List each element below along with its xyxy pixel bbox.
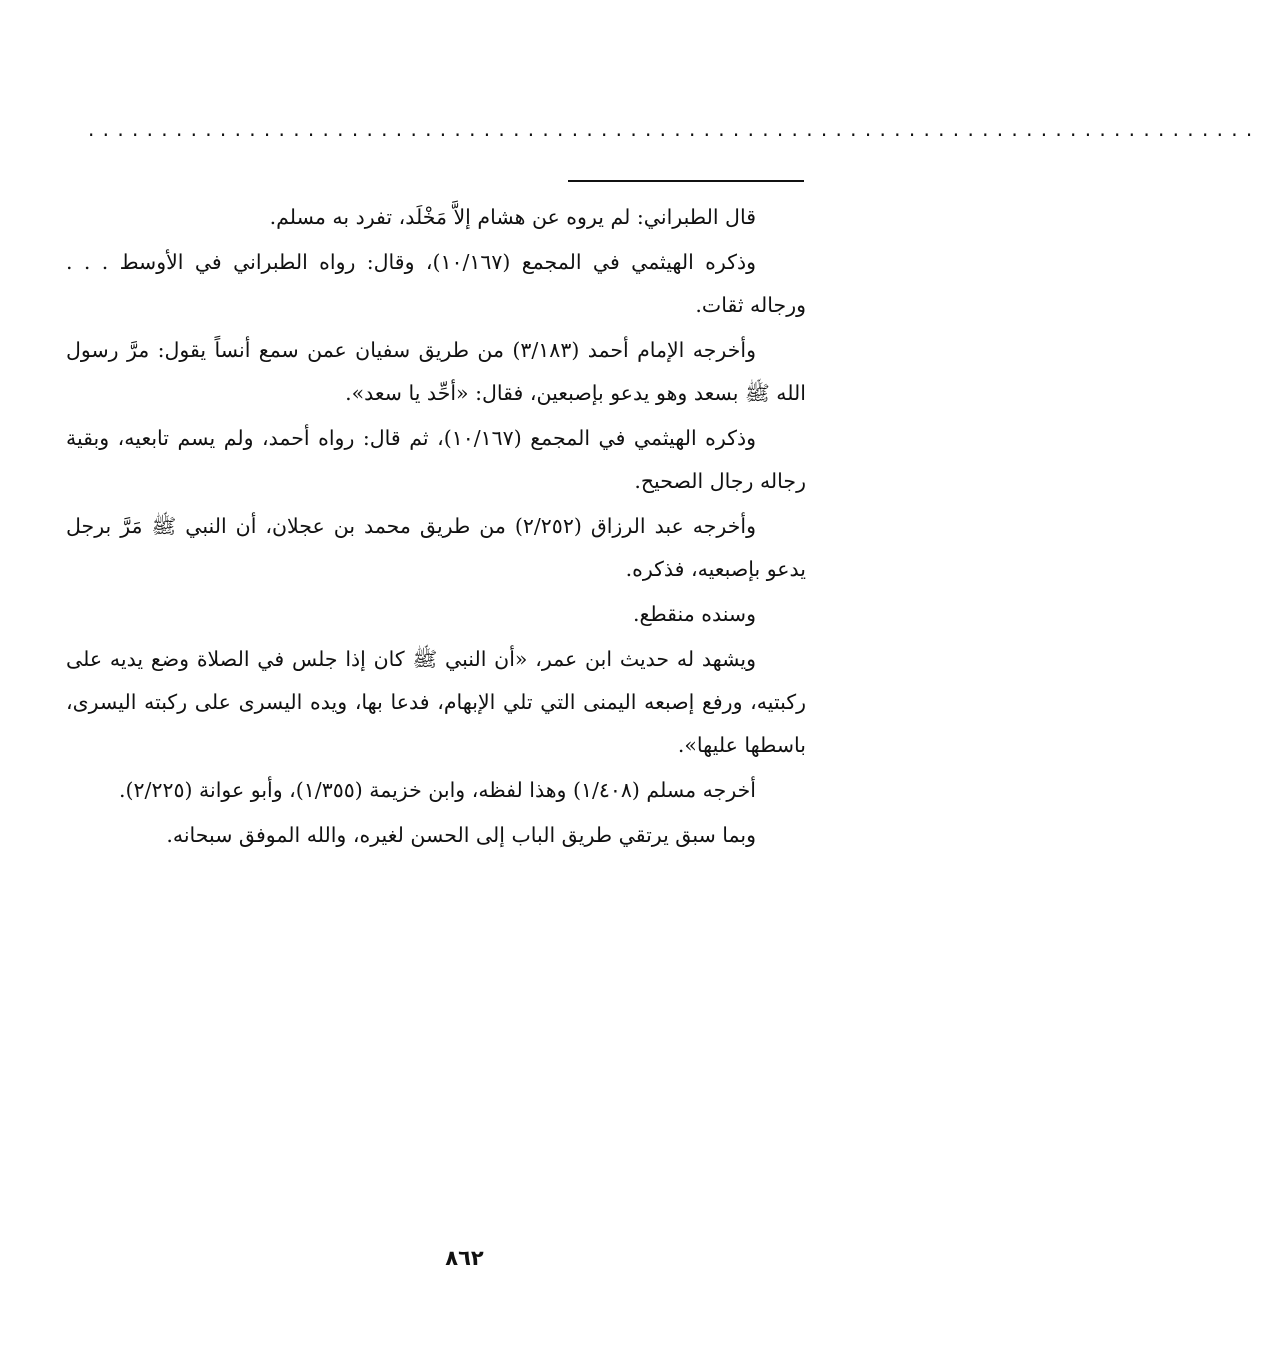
footnote-paragraph: وأخرجه عبد الرزاق (٢/٢٥٢) من طريق محمد بن عجلان، أن النبي ﷺ مَرَّ برجل يدعو بإصبعيه، فذكره. [66, 514, 806, 581]
footnote-rule [568, 180, 804, 182]
footnote-body [66, 196, 806, 859]
footnote-paragraph: وأخرجه الإمام أحمد (٣/١٨٣) من طريق سفيان عمن سمع أنساً يقول: مرَّ رسول الله ﷺ بسعد وهو يدعو بإصبعين، فقال: «أحِّد يا سعد». [66, 338, 806, 405]
footnote-paragraph: قال الطبراني: لم يروه عن هشام إلاَّ مَخْلَد، تفرد به مسلم. [269, 205, 756, 229]
footnote-paragraph: أخرجه مسلم (١/٤٠٨) وهذا لفظه، وابن خزيمة (١/٣٥٥)، وأبو عوانة (٢/٢٢٥). [119, 778, 756, 802]
footnote-paragraph: ويشهد له حديث ابن عمر، «أن النبي ﷺ كان إذا جلس في الصلاة وضع يديه على ركبتيه، ورفع إصبعه اليمنى التي تلي الإبهام، فدعا بها، ويده اليسرى على ركبته اليسرى، باسطها عليها». [66, 647, 806, 757]
footnote-paragraph: وسنده منقطع. [632, 602, 756, 626]
dotted-separator: ................................................................................ [88, 117, 1261, 141]
footnote-paragraph: وذكره الهيثمي في المجمع (١٠/١٦٧)، ثم قال: رواه أحمد، ولم يسم تابعيه، وبقية رجاله رجال الصحيح. [66, 426, 806, 493]
footnote-paragraph: وبما سبق يرتقي طريق الباب إلى الحسن لغيره، والله الموفق سبحانه. [166, 823, 756, 847]
footnote-paragraph: وذكره الهيثمي في المجمع (١٠/١٦٧)، وقال: رواه الطبراني في الأوسط . . . ورجاله ثقات. [66, 250, 806, 317]
page-number: ٨٦٢ [445, 1246, 484, 1270]
